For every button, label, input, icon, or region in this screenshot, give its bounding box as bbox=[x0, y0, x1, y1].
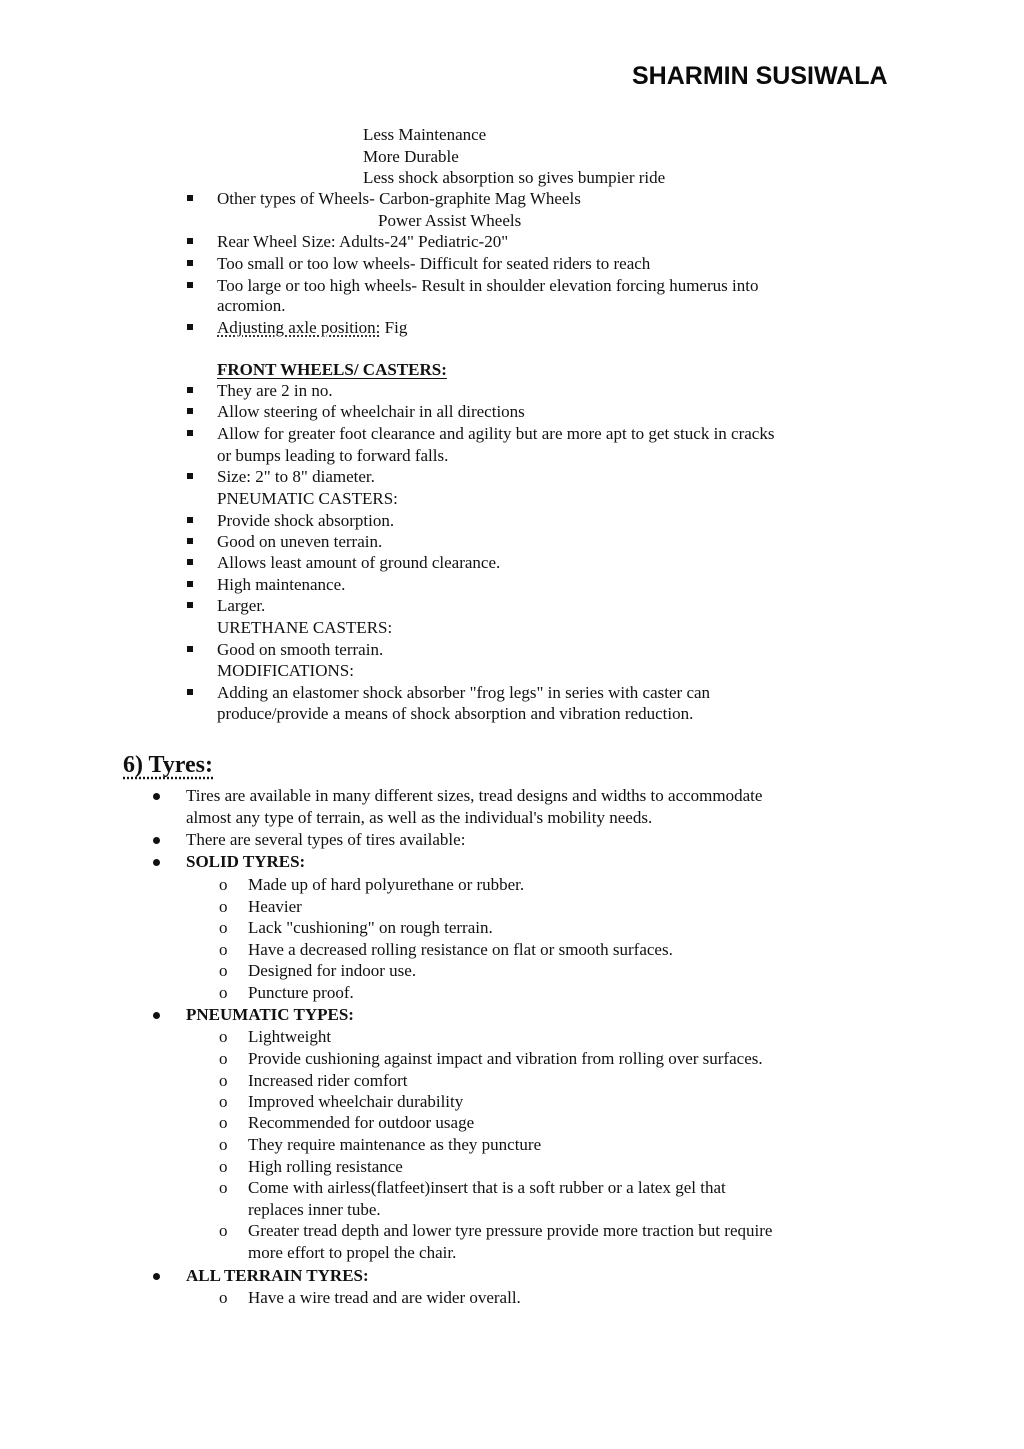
label-urethane-casters: URETHANE CASTERS: bbox=[217, 618, 393, 637]
circle-bullet: o bbox=[219, 1027, 228, 1046]
round-bullet bbox=[153, 793, 160, 800]
sub-item-require-maintenance: They require maintenance as they puncture bbox=[248, 1135, 542, 1154]
section-heading-tyres: 6) Tyres: bbox=[123, 752, 213, 778]
list-item-axle-position: Adjusting axle position: Fig bbox=[217, 318, 408, 337]
square-bullet bbox=[187, 282, 193, 288]
list-item-several-types: There are several types of tires available: bbox=[186, 830, 466, 849]
round-bullet bbox=[153, 1273, 160, 1280]
list-item-size: Size: 2" to 8" diameter. bbox=[217, 467, 375, 486]
list-item-shock-absorption: Provide shock absorption. bbox=[217, 511, 395, 530]
sub-item-decreased-rolling: Have a decreased rolling resistance on flat or smooth surfaces. bbox=[248, 940, 673, 959]
sub-item-airless-insert-cont: replaces inner tube. bbox=[248, 1200, 381, 1219]
square-bullet bbox=[187, 238, 193, 244]
square-bullet bbox=[187, 581, 193, 587]
label-pneumatic-types: PNEUMATIC TYPES: bbox=[186, 1005, 354, 1024]
sub-item-heavier: Heavier bbox=[248, 897, 302, 916]
sub-item-airless-insert: Come with airless(flatfeet)insert that is a soft rubber or a latex gel that bbox=[248, 1178, 726, 1197]
list-item-frog-legs-cont: produce/provide a means of shock absorption and vibration reduction. bbox=[217, 704, 694, 723]
square-bullet bbox=[187, 473, 193, 479]
label-all-terrain-tyres: ALL TERRAIN TYRES: bbox=[186, 1266, 369, 1285]
label-modifications: MODIFICATIONS: bbox=[217, 661, 354, 680]
list-item-too-small: Too small or too low wheels- Difficult for seated riders to reach bbox=[217, 254, 651, 273]
axle-position-link: Adjusting axle position: bbox=[217, 318, 381, 337]
section-heading-front-wheels: FRONT WHEELS/ CASTERS: bbox=[217, 360, 447, 379]
circle-bullet: o bbox=[219, 940, 228, 959]
list-item-rear-wheel-size: Rear Wheel Size: Adults-24" Pediatric-20" bbox=[217, 232, 509, 251]
list-item-ground-clearance: Allows least amount of ground clearance. bbox=[217, 553, 501, 572]
sub-item-cushioning: Provide cushioning against impact and vibration from rolling over surfaces. bbox=[248, 1049, 763, 1068]
list-item-foot-clearance: Allow for greater foot clearance and agility but are more apt to get stuck in cracks bbox=[217, 424, 775, 443]
list-item-tires-available-cont: almost any type of terrain, as well as the individual's mobility needs. bbox=[186, 808, 653, 827]
list-item-larger: Larger. bbox=[217, 596, 266, 615]
sub-item-tread-depth: Greater tread depth and lower tyre pressure provide more traction but require bbox=[248, 1221, 773, 1240]
sub-item-lack-cushioning: Lack "cushioning" on rough terrain. bbox=[248, 918, 493, 937]
list-item-smooth-terrain: Good on smooth terrain. bbox=[217, 640, 384, 659]
sub-item-more-durable: More Durable bbox=[363, 147, 459, 166]
sub-item-less-maintenance: Less Maintenance bbox=[363, 125, 487, 144]
square-bullet bbox=[187, 602, 193, 608]
round-bullet bbox=[153, 859, 160, 866]
list-item-too-large-cont: acromion. bbox=[217, 296, 286, 315]
author-header: SHARMIN SUSIWALA bbox=[632, 62, 888, 90]
circle-bullet: o bbox=[219, 1135, 228, 1154]
list-item-steering: Allow steering of wheelchair in all directions bbox=[217, 402, 525, 421]
circle-bullet: o bbox=[219, 1178, 228, 1197]
round-bullet bbox=[153, 1012, 160, 1019]
circle-bullet: o bbox=[219, 1113, 228, 1132]
square-bullet bbox=[187, 387, 193, 393]
list-item-other-wheels-cont: Power Assist Wheels bbox=[378, 211, 522, 230]
square-bullet bbox=[187, 646, 193, 652]
list-item-other-wheels: Other types of Wheels- Carbon-graphite Mag Wheels bbox=[217, 189, 581, 208]
sub-item-outdoor-usage: Recommended for outdoor usage bbox=[248, 1113, 475, 1132]
square-bullet bbox=[187, 408, 193, 414]
square-bullet bbox=[187, 430, 193, 436]
square-bullet bbox=[187, 517, 193, 523]
sub-item-durability: Improved wheelchair durability bbox=[248, 1092, 464, 1111]
label-solid-tyres: SOLID TYRES: bbox=[186, 852, 306, 871]
circle-bullet: o bbox=[219, 1049, 228, 1068]
list-item-tires-available: Tires are available in many different sizes, tread designs and widths to accommodate bbox=[186, 786, 763, 805]
circle-bullet: o bbox=[219, 1071, 228, 1090]
circle-bullet: o bbox=[219, 1221, 228, 1240]
circle-bullet: o bbox=[219, 897, 228, 916]
circle-bullet: o bbox=[219, 875, 228, 894]
list-item-two-in-no: They are 2 in no. bbox=[217, 381, 333, 400]
round-bullet bbox=[153, 837, 160, 844]
sub-item-lightweight: Lightweight bbox=[248, 1027, 332, 1046]
square-bullet bbox=[187, 324, 193, 330]
sub-item-hard-polyurethane: Made up of hard polyurethane or rubber. bbox=[248, 875, 525, 894]
list-item-frog-legs: Adding an elastomer shock absorber "frog legs" in series with caster can bbox=[217, 683, 711, 702]
square-bullet bbox=[187, 689, 193, 695]
list-item-too-large: Too large or too high wheels- Result in shoulder elevation forcing humerus into bbox=[217, 276, 759, 295]
list-item-foot-clearance-cont: or bumps leading to forward falls. bbox=[217, 446, 449, 465]
sub-item-rider-comfort: Increased rider comfort bbox=[248, 1071, 408, 1090]
circle-bullet: o bbox=[219, 1092, 228, 1111]
label-pneumatic-casters: PNEUMATIC CASTERS: bbox=[217, 489, 398, 508]
square-bullet bbox=[187, 195, 193, 201]
list-item-uneven-terrain: Good on uneven terrain. bbox=[217, 532, 383, 551]
sub-item-wire-tread: Have a wire tread and are wider overall. bbox=[248, 1288, 521, 1307]
square-bullet bbox=[187, 538, 193, 544]
sub-item-less-shock: Less shock absorption so gives bumpier ride bbox=[363, 168, 666, 187]
sub-item-puncture-proof: Puncture proof. bbox=[248, 983, 354, 1002]
sub-item-tread-depth-cont: more effort to propel the chair. bbox=[248, 1243, 457, 1262]
sub-item-indoor-use: Designed for indoor use. bbox=[248, 961, 417, 980]
circle-bullet: o bbox=[219, 1157, 228, 1176]
circle-bullet: o bbox=[219, 1288, 228, 1307]
list-item-high-maintenance: High maintenance. bbox=[217, 575, 346, 594]
square-bullet bbox=[187, 559, 193, 565]
circle-bullet: o bbox=[219, 983, 228, 1002]
sub-item-high-rolling: High rolling resistance bbox=[248, 1157, 403, 1176]
square-bullet bbox=[187, 260, 193, 266]
circle-bullet: o bbox=[219, 918, 228, 937]
circle-bullet: o bbox=[219, 961, 228, 980]
